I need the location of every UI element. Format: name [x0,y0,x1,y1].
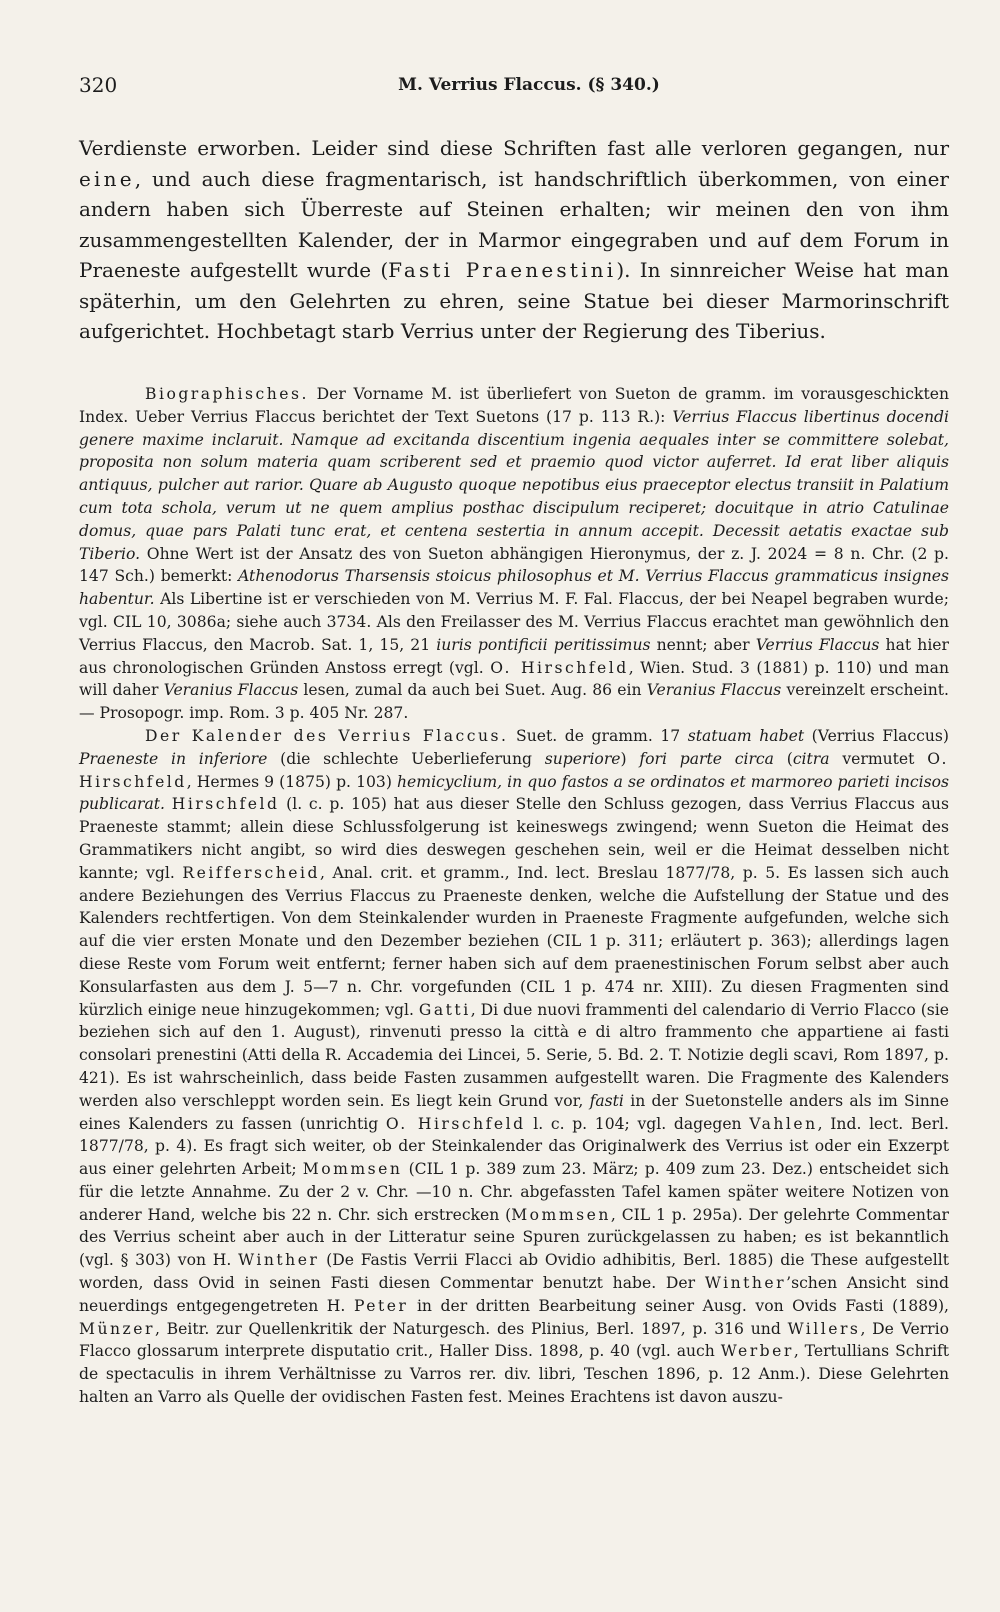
running-title: M. Verrius Flaccus. (§ 340.) [398,75,660,95]
main-text [79,133,949,347]
page-number: 320 [79,73,118,97]
main-paragraph: Verdienste erworben. Leider sind diese Schriften fast alle verloren gegangen, nur eine, und auch diese fragmentarisch, ist handschriftlich überkommen, von einer andern haben sich Überreste auf Steinen erhalten; wir meinen den von ihm zusammengestellten Kalender, der in Marmor eingegraben und auf dem Forum in Praeneste aufgestellt wurde (Fasti Praenestini). In sinnreicher Weise hat man späterhin, um den Gelehrten zu ehren, seine Statue bei dieser Marmorinschrift aufgerichtet. Hochbetagt starb Verrius unter der Regierung des Tiberius. [79,136,949,343]
page-header [79,73,949,103]
note-biography: Biographisches. Der Vorname M. ist überliefert von Sueton de gramm. im vorausgeschickten Index. Ueber Verrius Flaccus berichtet der Text Suetons (17 p. 113 R.): Verrius Flaccus libertinus docendi genere maxime inclaruit. Namque ad excitanda discentium ingenia aequales inter se committere solebat, proposita non solum materia quam scriberent sed et praemio quod victor auferret. Id erat liber aliquis antiquus, pulcher aut rarior. Quare ab Augusto quoque nepotibus eius praeceptor electus transiit in Palatium cum tota schola, verum ut ne quem amplius posthac discipulum reciperet; docuitque in atrio Catulinae domus, quae pars Palati tunc erat, et centena sestertia in annum accepit. Decessit aetatis exactae sub Tiberio. Ohne Wert ist der Ansatz des von Sueton abhängigen Hieronymus, der z. J. 2024 = 8 n. Chr. (2 p. 147 Sch.) bemerkt: Athenodorus Tharsensis stoicus philosophus et M. Verrius Flaccus grammaticus insignes habentur. Als Libertine ist er verschieden von M. Verrius M. F. Fal. Flaccus, der bei Neapel begraben wurde; vgl. CIL 10, 3086a; siehe auch 3734. Als den Freilasser des M. Verrius Flaccus erachtet man gewöhnlich den Verrius Flaccus, den Macrob. Sat. 1, 15, 21 iuris pontificii peritissimus nennt; aber Verrius Flaccus hat hier aus chronologischen Gründen Anstoss erregt (vgl. O. Hirschfeld, Wien. Stud. 3 (1881) p. 110) und man will daher Veranius Flaccus lesen, zumal da auch bei Suet. Aug. 86 ein Veranius Flaccus vereinzelt erscheint. — Prosopogr. imp. Rom. 3 p. 405 Nr. 287. [79,385,950,723]
footnotes [79,383,949,1409]
note-calendar: Der Kalender des Verrius Flaccus. Suet. de gramm. 17 statuam habet (Verrius Flaccus) Praeneste in inferiore (die schlechte Ueberlieferung superiore) fori parte circa (citra vermutet O. Hirschfeld, Hermes 9 (1875) p. 103) hemicyclium, in quo fastos a se ordinatos et marmoreo parieti incisos publicarat. Hirschfeld (l. c. p. 105) hat aus dieser Stelle den Schluss gezogen, dass Verrius Flaccus aus Praeneste stammt; allein diese Schlussfolgerung ist keineswegs zwingend; wenn Sueton die Heimat des Grammatikers nicht angibt, so wird dies deswegen geschehen sein, weil er die Heimat desselben nicht kannte; vgl. Reifferscheid, Anal. crit. et gramm., Ind. lect. Breslau 1877/78, p. 5. Es lassen sich auch andere Beziehungen des Verrius Flaccus zu Praeneste denken, welche die Aufstellung der Statue und des Kalenders rechtfertigen. Von dem Steinkalender wurden in Praeneste Fragmente aufgefunden, welche sich auf die vier ersten Monate und den Dezember beziehen (CIL 1 p. 311; erläutert p. 363); allerdings lagen diese Reste vom Forum weit entfernt; ferner haben sich auf dem praenestinischen Forum selbst aber auch Konsularfasten aus dem J. 5—7 n. Chr. vorgefunden (CIL 1 p. 474 nr. XIII). Zu diesen Fragmenten sind kürzlich einige neue hinzugekommen; vgl. Gatti, Di due nuovi frammenti del calendario di Verrio Flacco (sie beziehen sich auf den 1. August), rinvenuti presso la città e di altro frammento che appartiene ai fasti consolari prenestini (Atti della R. Accademia dei Lincei, 5. Serie, 5. Bd. 2. T. Notizie degli scavi, Rom 1897, p. 421). Es ist wahrscheinlich, dass beide Fasten zusammen aufgestellt waren. Die Fragmente des Kalenders werden also verschleppt worden sein. Es liegt kein Grund vor, fasti in der Suetonstelle anders als im Sinne eines Kalenders zu fassen (unrichtig O. Hirschfeld l. c. p. 104; vgl. dagegen Vahlen, Ind. lect. Berl. 1877/78, p. 4). Es fragt sich weiter, ob der Steinkalender das Originalwerk des Verrius ist oder ein Exzerpt aus einer gelehrten Arbeit; Mommsen (CIL 1 p. 389 zum 23. März; p. 409 zum 23. Dez.) entscheidet sich für die letzte Annahme. Zu der 2 v. Chr. —10 n. Chr. abgefassten Tafel kamen später weitere Notizen von anderer Hand, welche bis 22 n. Chr. sich erstrecken (Mommsen, CIL 1 p. 295a). Der gelehrte Commentar des Verrius scheint aber auch in der Litteratur seine Spuren zurückgelassen zu haben; es ist bekanntlich (vgl. § 303) von H. Winther (De Fastis Verrii Flacci ab Ovidio adhibitis, Berl. 1885) die These aufgestellt worden, dass Ovid in seinen Fasti diesen Commentar benutzt habe. Der Winther’schen Ansicht sind neuerdings entgegengetreten H. Peter in der dritten Bearbeitung seiner Ausg. von Ovids Fasti (1889), Münzer, Beitr. zur Quellenkritik der Naturgesch. des Plinius, Berl. 1897, p. 316 und Willers, De Verrio Flacco glossarum interprete disputatio crit., Haller Diss. 1898, p. 40 (vgl. auch Werber, Tertullians Schrift de spectaculis in ihrem Verhältnisse zu Varros rer. div. libri, Teschen 1896, p. 12 Anm.). Diese Gelehrten halten an Varro als Quelle der ovidischen Fasten fest. Meines Erachtens ist davon auszu- [79,726,950,1407]
